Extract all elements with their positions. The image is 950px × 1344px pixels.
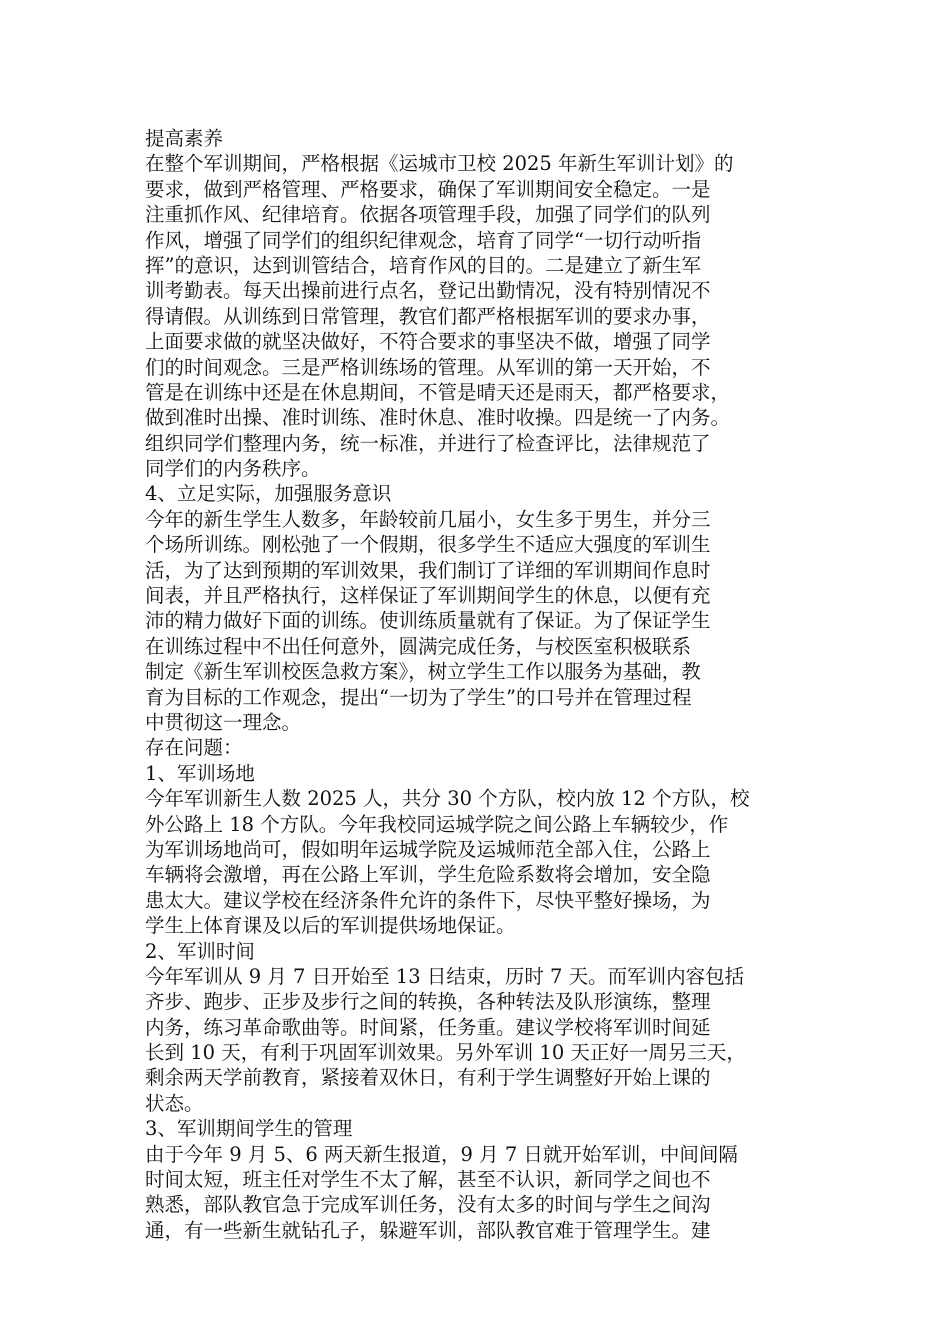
text-line: 熟悉，部队教官急于完成军训任务，没有太多的时间与学生之间沟 [145, 1193, 711, 1217]
text-line: 个场所训练。刚松弛了一个假期，很多学生不适应大强度的军训生 [145, 533, 711, 557]
text-line: 作风，增强了同学们的组织纪律观念，培育了同学“一切行动听指 [145, 228, 701, 252]
text-line: 做到准时出操、准时训练、准时休息、准时收操。四是统一了内务。 [145, 406, 731, 430]
document-body [145, 126, 805, 1243]
text-line: 挥”的意识，达到训管结合，培育作风的目的。二是建立了新生军 [145, 253, 701, 277]
text-line: 今年的新生学生人数多，年龄较前几届小，女生多于男生，并分三 [145, 507, 711, 531]
section-heading: 3、军训期间学生的管理 [145, 1117, 353, 1141]
text-line: 间表，并且严格执行，这样保证了军训期间学生的休息，以便有充 [145, 584, 711, 608]
text-line: 状态。 [145, 1091, 204, 1115]
text-line: 在整个军训期间，严格根据《运城市卫校 2025 年新生军训计划》的 [145, 152, 734, 176]
text-line: 注重抓作风、纪律培育。依据各项管理手段，加强了同学们的队列 [145, 203, 711, 227]
section-heading: 2、军训时间 [145, 939, 255, 963]
text-line: 提高素养 [145, 127, 224, 150]
text-line: 通，有一些新生就钻孔子，躲避军训，部队教官难于管理学生。建 [145, 1218, 711, 1242]
text-line: 时间太短，班主任对学生不太了解，甚至不认识，新同学之间也不 [145, 1168, 711, 1192]
text-line: 上面要求做的就坚决做好，不符合要求的事坚决不做，增强了同学 [145, 330, 711, 354]
text-line: 内务，练习革命歌曲等。时间紧，任务重。建议学校将军训时间延 [145, 1015, 711, 1039]
text-line: 在训练过程中不出任何意外，圆满完成任务，与校医室积极联系 [145, 634, 692, 658]
text-line: 车辆将会激增，再在公路上军训，学生危险系数将会增加，安全隐 [145, 863, 711, 887]
text-line: 们的时间观念。三是严格训练场的管理。从军训的第一天开始，不 [145, 355, 711, 379]
text-line: 要求，做到严格管理、严格要求，确保了军训期间安全稳定。一是 [145, 177, 711, 201]
text-line: 为军训场地尚可，假如明年运城学院及运城师范全部入住，公路上 [145, 837, 711, 861]
section-heading: 存在问题： [145, 736, 243, 760]
text-line: 学生上体育课及以后的军训提供场地保证。 [145, 914, 516, 938]
text-line: 活，为了达到预期的军训效果，我们制订了详细的军训期间作息时 [145, 558, 711, 582]
text-line: 组织同学们整理内务，统一标准，并进行了检查评比，法律规范了 [145, 431, 711, 455]
text-line: 沛的精力做好下面的训练。使训练质量就有了保证。为了保证学生 [145, 609, 711, 633]
text-line: 管是在训练中还是在休息期间，不管是晴天还是雨天，都严格要求， [145, 380, 731, 404]
text-line: 齐步、跑步、正步及步行之间的转换，各种转法及队形演练，整理 [145, 990, 711, 1014]
text-line: 由于今年 9 月 5、6 两天新生报道，9 月 7 日就开始军训，中间间隔 [145, 1142, 738, 1166]
text-line: 制定《新生军训校医急救方案》，树立学生工作以服务为基础，教 [145, 660, 701, 684]
text-line: 今年军训从 9 月 7 日开始至 13 日结束，历时 7 天。而军训内容包括 [145, 964, 745, 988]
text-line: 训考勤表。每天出操前进行点名，登记出勤情况，没有特别情况不 [145, 279, 711, 303]
text-line: 外公路上 18 个方队。今年我校同运城学院之间公路上车辆较少，作 [145, 812, 729, 836]
text-line: 今年军训新生人数 2025 人，共分 30 个方队，校内放 12 个方队，校 [145, 787, 750, 811]
section-heading: 4、立足实际，加强服务意识 [145, 482, 392, 506]
text-line: 患太大。建议学校在经济条件允许的条件下，尽快平整好操场，为 [145, 888, 711, 912]
text-line: 得请假。从训练到日常管理，教官们都严格根据军训的要求办事， [145, 304, 711, 328]
section-heading: 1、军训场地 [145, 761, 255, 785]
text-line: 同学们的内务秩序。 [145, 457, 321, 481]
text-line: 长到 10 天，有利于巩固军训效果。另外军训 10 天正好一周另三天， [145, 1041, 746, 1065]
text-line: 育为目标的工作观念，提出“一切为了学生”的口号并在管理过程 [145, 685, 692, 709]
text-line: 剩余两天学前教育，紧接着双休日，有利于学生调整好开始上课的 [145, 1066, 711, 1090]
text-line: 中贯彻这一理念。 [145, 710, 302, 734]
